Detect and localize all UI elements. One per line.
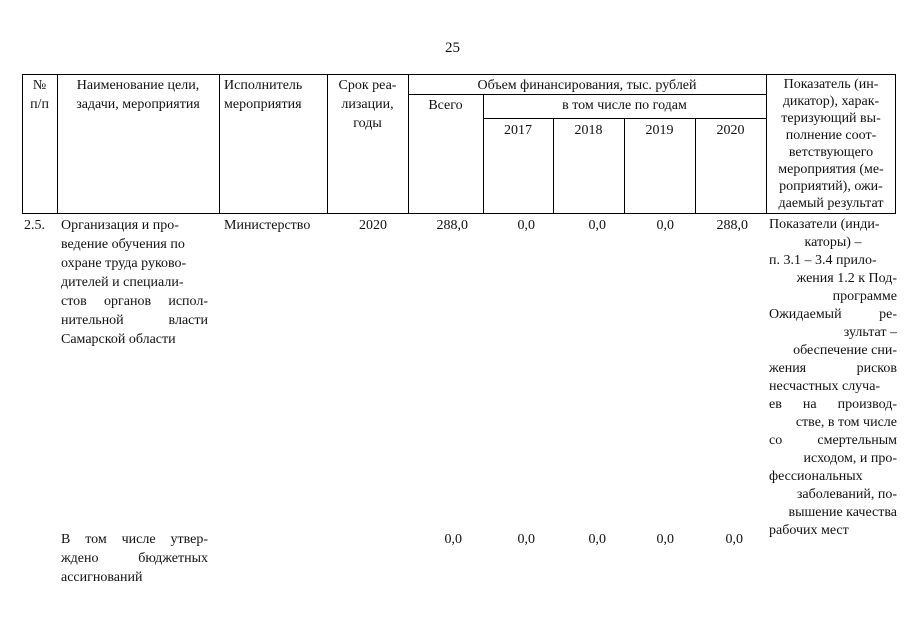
header-financing: Объем финансирования, тыс. рублей <box>477 78 697 93</box>
row-num: 2.5. <box>24 218 45 233</box>
header-period: Срок реа- лизации, годы <box>338 78 397 131</box>
row-total: 288,0 <box>436 218 468 233</box>
row-period: 2020 <box>359 218 387 233</box>
header-by-years: в том числе по годам <box>562 98 687 113</box>
row-2018: 0,0 <box>588 218 606 233</box>
header-num: № п/п <box>30 78 49 112</box>
row-executor: Министерство <box>224 218 311 233</box>
header-year-2019: 2019 <box>645 123 674 138</box>
row-name: Организация и про- ведение обучения по охране труда руково- дителей и специали- стов органов испол- нительной власти Самарской области <box>61 218 208 347</box>
subtotal-2019: 0,0 <box>656 532 674 547</box>
page-number: 25 <box>445 40 460 56</box>
row-2019: 0,0 <box>656 218 674 233</box>
header-year-2020: 2020 <box>716 123 745 138</box>
header-year-2018: 2018 <box>574 123 603 138</box>
header-year-2017: 2017 <box>504 123 532 138</box>
header-total: Всего <box>428 98 463 113</box>
header-indicator: Показатель (ин- дикатор), харак- теризующий вы- полнение соот- ветствующего мероприятия (ме- роприятий), ожи- даемый результат <box>778 77 884 211</box>
row-2017: 0,0 <box>517 218 535 233</box>
subtotal-total: 0,0 <box>444 532 462 547</box>
subtotal-label: В том числе утвер- ждено бюджетных ассигнований <box>61 532 208 585</box>
row-indicator: Показатели (инди- каторы) – п. 3.1 – 3.4 прило- жения 1.2 к Под- программе Ожидаемый ре- зультат – обеспечение сни- жения рисков несчастных случа- ев на производ- стве, в том числе со смертельным исходом, и про- фессиональных заболеваний, по- вышение качества рабочих мест <box>769 217 897 538</box>
header-name: Наименование цели, задачи, мероприятия <box>76 78 200 112</box>
subtotal-2020: 0,0 <box>725 532 743 547</box>
subtotal-2018: 0,0 <box>588 532 606 547</box>
subtotal-2017: 0,0 <box>517 532 535 547</box>
row-2020: 288,0 <box>716 218 748 233</box>
header-executor: Исполнитель мероприятия <box>224 78 303 112</box>
